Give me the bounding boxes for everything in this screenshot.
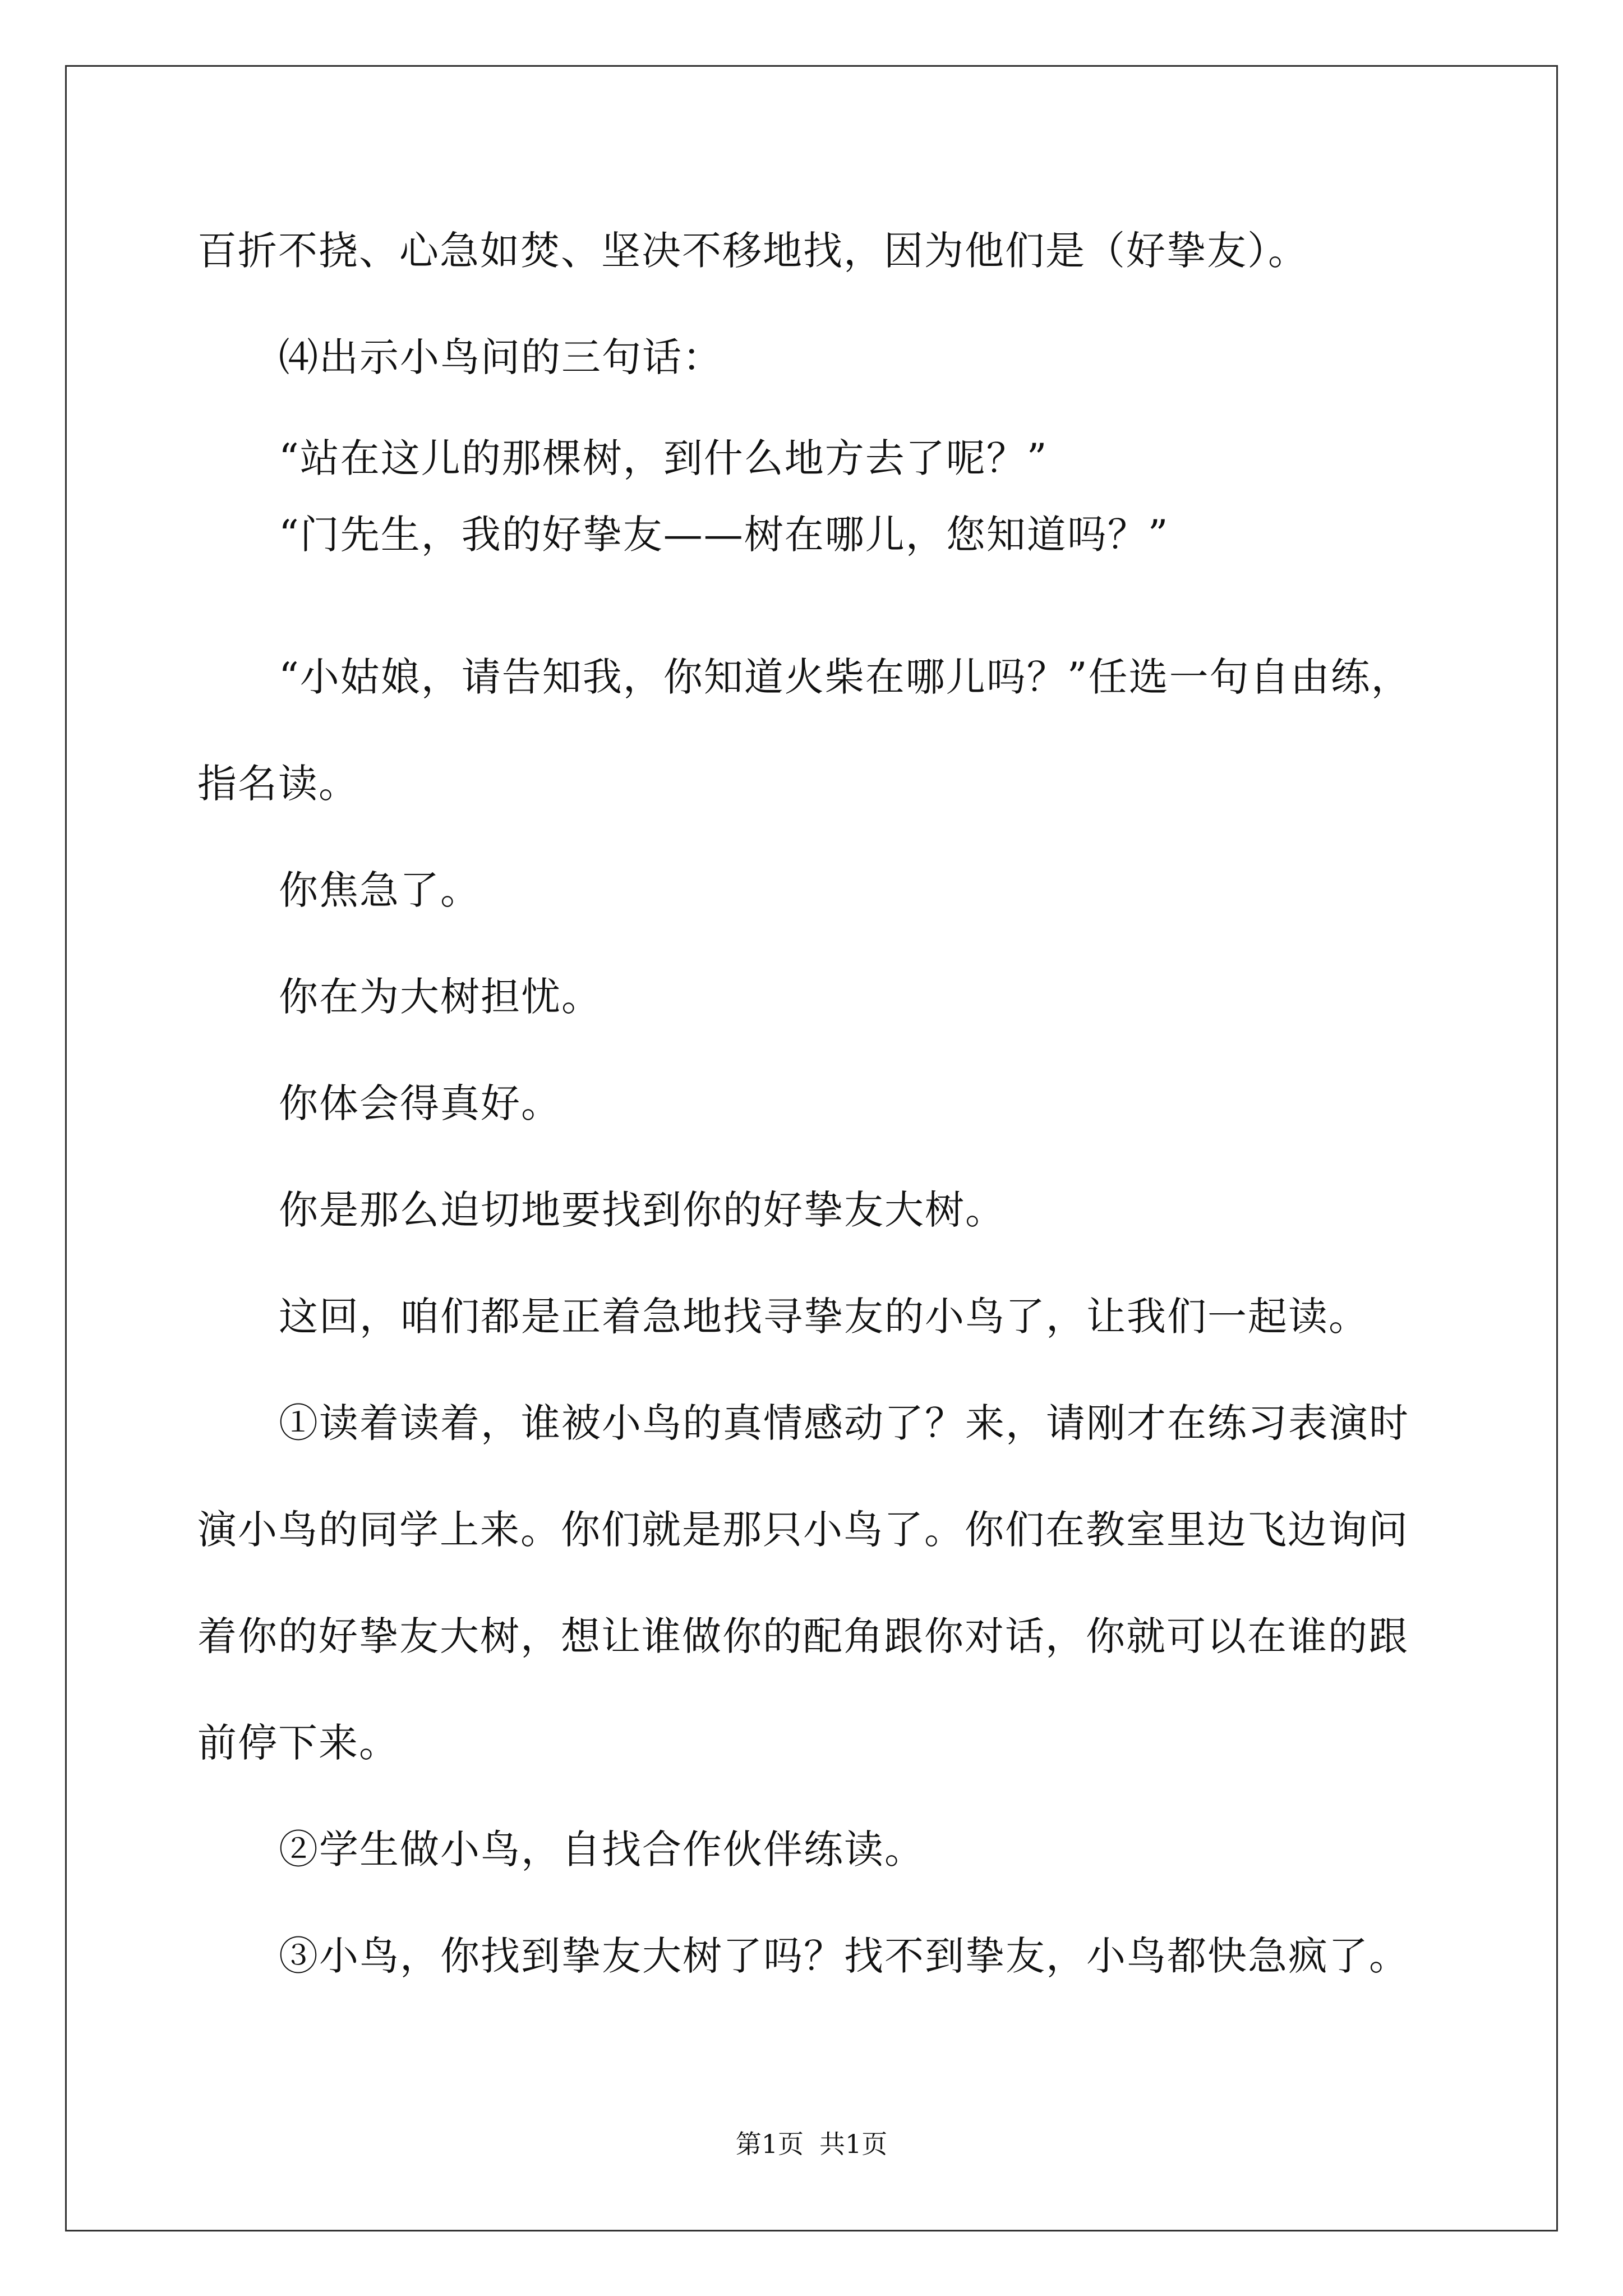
text-line: 演小鸟的同学上来。你们就是那只小鸟了。你们在教室里边飞边询问 [197, 1507, 1409, 1553]
text-line: 这回，咱们都是正着急地找寻挚友的小鸟了，让我们一起读。 [279, 1294, 1369, 1340]
page-number: 第1页 [735, 2129, 804, 2159]
text-line: ①读着读着，谁被小鸟的真情感动了？来，请刚才在练习表演时 [279, 1400, 1409, 1446]
text-line: 指名读。 [197, 761, 359, 807]
page-total: 共1页 [819, 2129, 888, 2159]
text-line: 你焦急了。 [279, 867, 481, 913]
text-line: ⑷出示小鸟问的三句话： [279, 334, 723, 380]
text-line: “门先生，我的好挚友——树在哪儿，您知道吗？” [279, 512, 1169, 558]
text-line: ②学生做小鸟，自找合作伙伴练读。 [279, 1826, 925, 1872]
page-footer [0, 2127, 1623, 2161]
text-line: 百折不挠、心急如焚、坚决不移地找，因为他们是（好挚友）。 [197, 228, 1308, 274]
text-line: 你是那么迫切地要找到你的好挚友大树。 [279, 1187, 1006, 1233]
text-line: 前停下来。 [197, 1720, 399, 1766]
page-border [65, 65, 1558, 2231]
text-line: “小姑娘，请告知我，你知道火柴在哪儿吗？”任选一句自由练， [279, 654, 1412, 700]
text-line: 你在为大树担忧。 [279, 974, 602, 1020]
text-line: “站在这儿的那棵树，到什么地方去了呢？” [279, 435, 1048, 481]
text-line: 着你的好挚友大树，想让谁做你的配角跟你对话，你就可以在谁的跟 [197, 1613, 1409, 1659]
text-line: 你体会得真好。 [279, 1080, 561, 1126]
text-line: ③小鸟，你找到挚友大树了吗？找不到挚友，小鸟都快急疯了。 [279, 1933, 1409, 1979]
